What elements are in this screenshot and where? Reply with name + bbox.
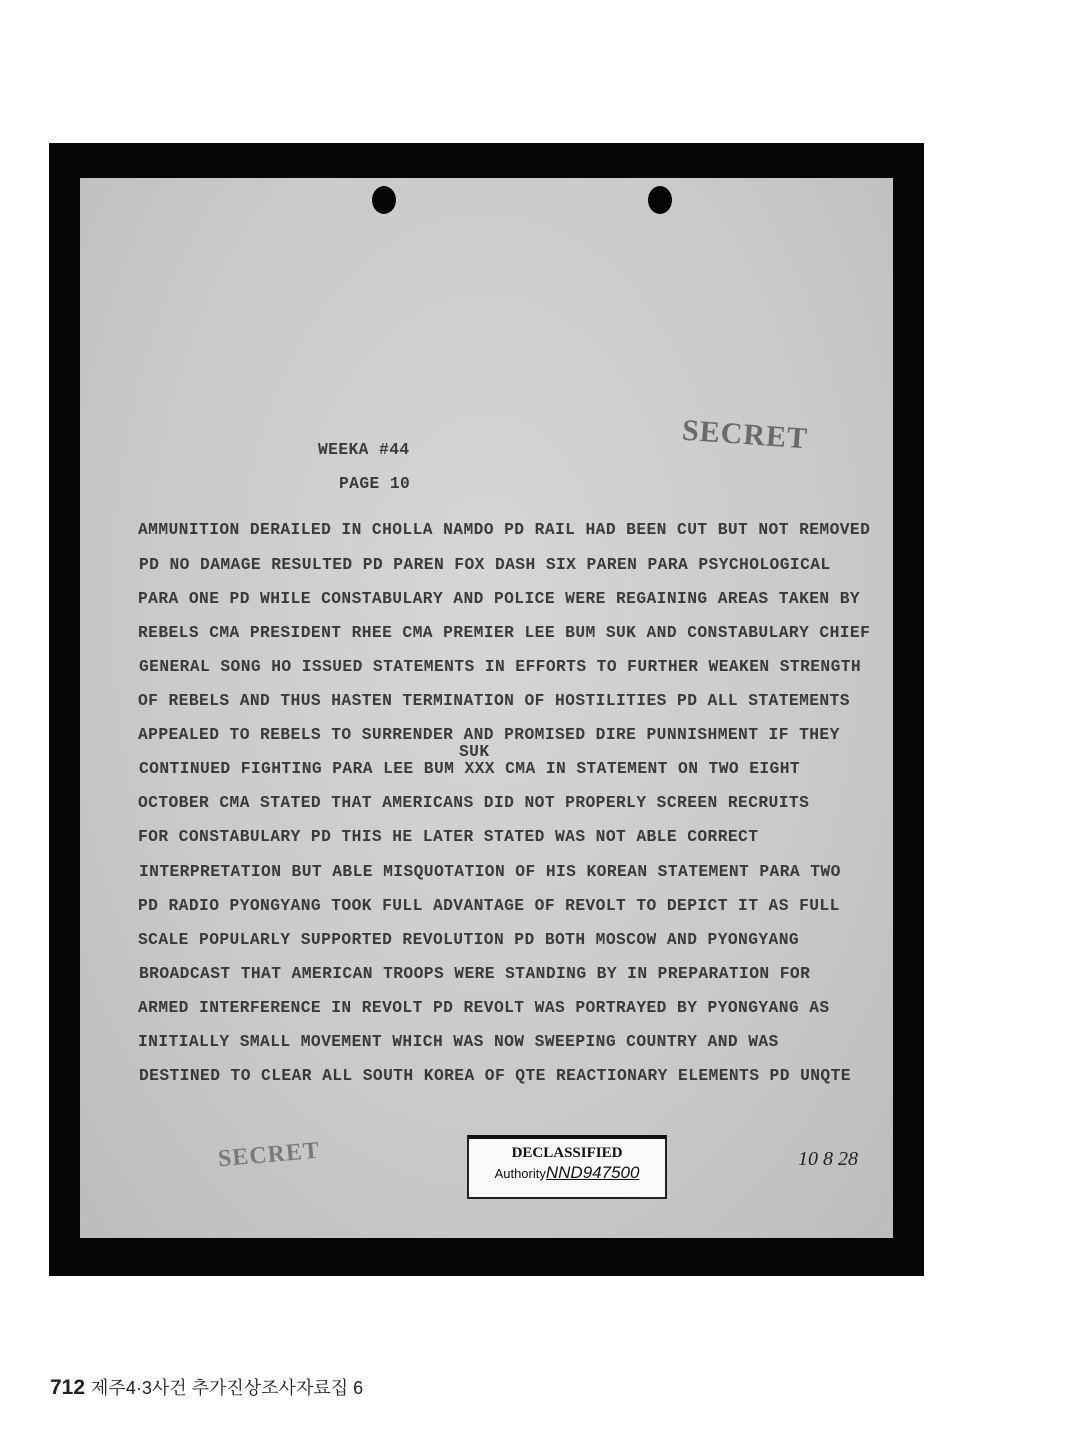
- punch-hole-icon: [372, 186, 396, 214]
- body-line: INTERPRETATION BUT ABLE MISQUOTATION OF HIS KOREAN STATEMENT PARA TWO: [139, 862, 841, 881]
- punch-hole-icon: [648, 186, 672, 214]
- body-line: BROADCAST THAT AMERICAN TROOPS WERE STANDING BY IN PREPARATION FOR: [139, 964, 811, 983]
- header-line-1: WEEKA #44: [318, 440, 410, 459]
- body-line: INITIALLY SMALL MOVEMENT WHICH WAS NOW SWEEPING COUNTRY AND WAS: [138, 1032, 779, 1051]
- declassified-stamp: [467, 1135, 667, 1199]
- body-line: CONTINUED FIGHTING PARA LEE BUM XXX CMA IN STATEMENT ON TWO EIGHT: [139, 759, 801, 778]
- body-line: PD RADIO PYONGYANG TOOK FULL ADVANTAGE OF REVOLT TO DEPICT IT AS FULL: [138, 896, 840, 915]
- footer-book-title: 제주4·3사건 추가진상조사자료집 6: [91, 1378, 364, 1398]
- body-line: FOR CONSTABULARY PD THIS HE LATER STATED WAS NOT ABLE CORRECT: [138, 827, 759, 846]
- body-line: DESTINED TO CLEAR ALL SOUTH KOREA OF QTE REACTIONARY ELEMENTS PD UNQTE: [139, 1066, 851, 1085]
- interlinear-correction: SUK: [459, 742, 490, 761]
- body-line: AMMUNITION DERAILED IN CHOLLA NAMDO PD RAIL HAD BEEN CUT BUT NOT REMOVED: [138, 520, 871, 539]
- body-line: ARMED INTERFERENCE IN REVOLT PD REVOLT WAS PORTRAYED BY PYONGYANG AS: [138, 998, 830, 1017]
- handwritten-page-number: 10 8 28: [798, 1148, 858, 1170]
- declassified-title: DECLASSIFIED: [511, 1145, 623, 1161]
- authority-number: NND947500: [545, 1163, 640, 1182]
- body-line: OCTOBER CMA STATED THAT AMERICANS DID NOT PROPERLY SCREEN RECRUITS: [138, 793, 810, 812]
- body-line: REBELS CMA PRESIDENT RHEE CMA PREMIER LEE BUM SUK AND CONSTABULARY CHIEF: [138, 623, 871, 642]
- footer-page-number: 712: [50, 1376, 86, 1399]
- body-line: GENERAL SONG HO ISSUED STATEMENTS IN EFFORTS TO FURTHER WEAKEN STRENGTH: [139, 657, 862, 676]
- header-line-2: PAGE 10: [339, 474, 411, 493]
- body-line: PARA ONE PD WHILE CONSTABULARY AND POLICE WERE REGAINING AREAS TAKEN BY: [138, 589, 861, 608]
- secret-stamp-bottom: SECRET: [217, 1137, 321, 1173]
- body-line: PD NO DAMAGE RESULTED PD PAREN FOX DASH SIX PAREN PARA PSYCHOLOGICAL: [139, 555, 831, 574]
- body-line: OF REBELS AND THUS HASTEN TERMINATION OF HOSTILITIES PD ALL STATEMENTS: [138, 691, 850, 710]
- body-line: APPEALED TO REBELS TO SURRENDER AND PROMISED DIRE PUNNISHMENT IF THEY: [138, 725, 840, 744]
- secret-stamp-top: SECRET: [681, 413, 810, 456]
- page-footer: [50, 1374, 363, 1400]
- body-line: SCALE POPULARLY SUPPORTED REVOLUTION PD BOTH MOSCOW AND PYONGYANG: [138, 930, 800, 949]
- authority-label: Authority: [494, 1166, 546, 1181]
